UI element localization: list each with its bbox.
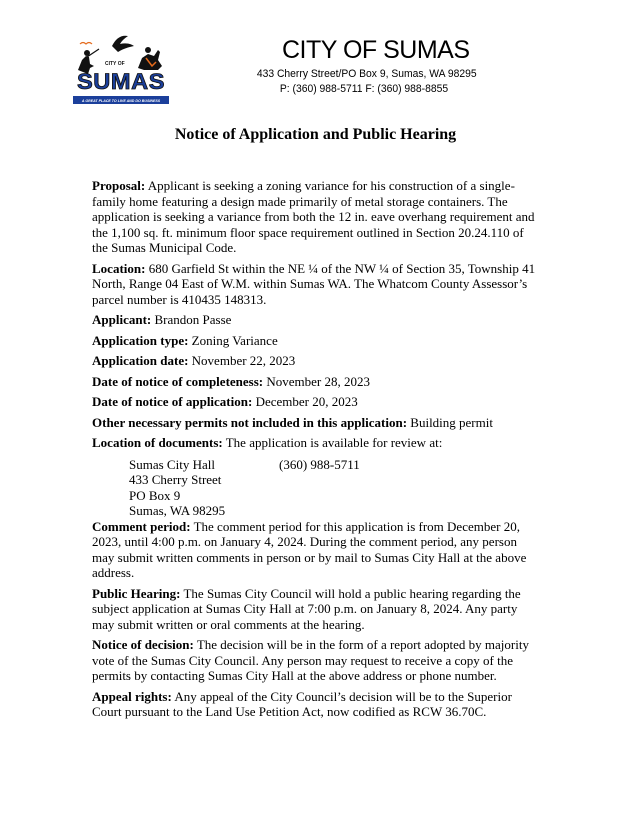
public-hearing-text: The Sumas City Council will hold a public hearing regarding the subject application at Sumas City Hall at 7:00 p.m. on January 8, 2024. Any party may submit written or oral comments at the hearing. [92,585,521,632]
application-type-label: Application type: [92,332,189,348]
notice-of-application-paragraph [92,394,540,410]
location-of-documents-paragraph [92,435,540,451]
application-type-text: Zoning Variance [188,332,278,348]
application-type-paragraph [92,333,540,349]
location-text: 680 Garfield St within the NE ¼ of the NW ¼ of Section 35, Township 41 North, Range 04 East of W.M. within Sumas WA. The Whatcom County Assessor’s parcel number is 410435 148313. [92,260,536,307]
documents-address-line: PO Box 9 [129,487,181,503]
public-hearing-label: Public Hearing: [92,585,181,601]
proposal-text: Applicant is seeking a zoning variance for his construction of a single-family home featuring a design made primarily of metal storage containers. The application is seeking a variance from both the 12 in. eave overhang requirement and the 1,100 sq. ft. minimum floor space requirement outlined in Section 20.24.110 of the Sumas Municipal Code. [92,178,535,255]
svg-text:SUMAS: SUMAS [77,69,165,94]
proposal-paragraph [92,178,540,256]
documents-address-line: Sumas City Hall [129,456,215,472]
location-label: Location: [92,260,146,276]
documents-address-line: Sumas, WA 98295 [129,503,226,518]
comment-period-paragraph [92,519,540,581]
notice-of-application-text: December 20, 2023 [252,394,358,409]
city-address: 433 Cherry Street/PO Box 9, Sumas, WA 98295 [256,68,477,80]
rider-silhouette-icon [138,47,162,70]
eagle-icon [112,36,134,52]
application-date-paragraph [92,353,540,369]
appeal-rights-text: Any appeal of the City Council’s decision will be to the Superior Court pursuant to the Land Use Petition Act, now codified as RCW 36.70C. [92,688,512,719]
city-phone-fax: P: (360) 988-5711 F: (360) 988-8855 [279,83,449,95]
public-hearing-paragraph [92,586,540,633]
bird-icon [80,43,92,45]
proposal-label: Proposal: [92,178,146,193]
page-title: Notice of Application and Public Hearing [174,126,457,143]
notice-of-decision-text: The decision will be in the form of a report adopted by majority vote of the Sumas City Council. Any person may request to receive a copy of the permits by contacting Sumas City Hall at the above address or phone number. [92,637,529,683]
location-of-documents-text: The application is available for review at: [222,435,443,450]
comment-period-text: The comment period for this application is from December 20, 2023, until 4:00 p.m. on January 4, 2024. During the comment period, any person may submit written comments in person or by mail to Sumas City Hall at the above address. [92,518,527,580]
notice-of-decision-label: Notice of decision: [92,637,194,652]
appeal-rights-paragraph [92,689,540,720]
applicant-label: Applicant: [92,312,152,327]
application-date-text: November 22, 2023 [188,353,296,368]
other-permits-paragraph [92,415,540,431]
completeness-label: Date of notice of completeness: [92,373,264,389]
applicant-text: Brandon Passe [151,312,232,327]
other-permits-text: Building permit [407,414,493,430]
notice-of-decision-paragraph [92,637,540,684]
location-paragraph [92,261,540,308]
documents-address-block [129,456,540,518]
svg-text:A GREAT PLACE TO LIVE AND DO B: A GREAT PLACE TO LIVE AND DO BUSINESS [81,99,161,103]
application-date-label: Application date: [92,353,189,368]
notice-of-application-label: Date of notice of application: [92,394,253,409]
applicant-paragraph [92,312,540,328]
notice-body [92,178,540,725]
comment-period-label: Comment period: [92,518,191,534]
city-of-sumas-logo [72,32,170,108]
completeness-paragraph [92,374,540,390]
documents-address [129,457,225,519]
svg-text:CITY OF: CITY OF [105,61,125,67]
documents-phone: (360) 988-5711 [279,456,360,472]
appeal-rights-label: Appeal rights: [92,688,172,704]
city-name: CITY OF SUMAS [282,36,470,64]
documents-address-line: 433 Cherry Street [129,472,222,487]
location-of-documents-label: Location of documents: [92,435,223,450]
other-permits-label: Other necessary permits not included in this application: [92,414,408,430]
completeness-text: November 28, 2023 [263,373,370,389]
